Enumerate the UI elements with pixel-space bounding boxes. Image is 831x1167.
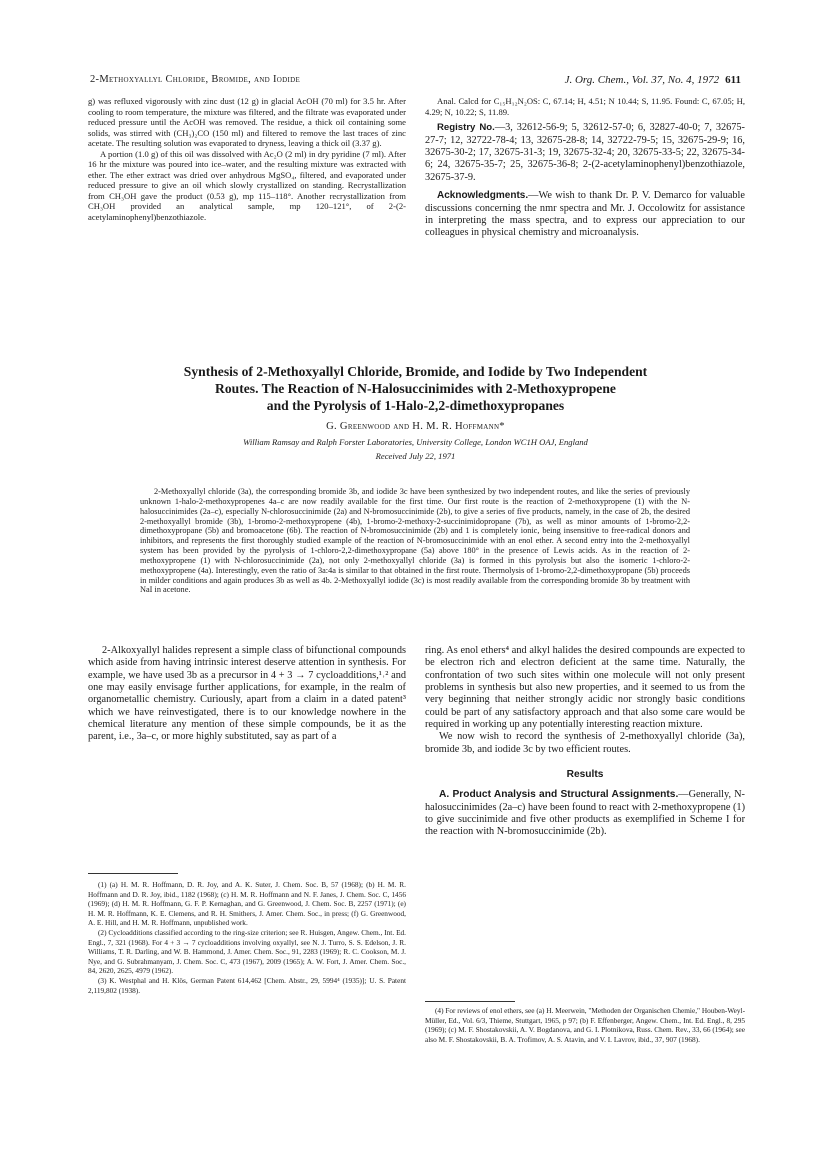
analysis-paragraph: Anal. Calcd for C₁₅H₁₂N₂OS: C, 67.14; H, 4.51; N 10.44; S, 11.95. Found: C, 67.05; H, 4.29; N, 10.22; S, 11.89. <box>425 96 745 117</box>
introduction-right-column <box>425 645 745 839</box>
section-a-text: —Generally, N-halosuccinimides (2a–c) have been found to react with 2-methoxypropene (1) to give succinimide and five other products as exemplified in Scheme I for the reaction with N-bromosuccinimide (2b). <box>425 789 745 838</box>
acknowledgments-text: —We wish to thank Dr. P. V. Demarco for valuable discussions concerning the nmr spectra and Mr. J. Occolowitz for assistance in interpreting the mass spectra, and to express our appreciation to our colleagues in physical chemistry and microanalysis. <box>425 190 745 239</box>
registry-paragraph <box>425 122 745 184</box>
footnotes-left <box>88 880 406 995</box>
article-title-line: Routes. The Reaction of N-Halosuccinimides with 2-Methoxypropene <box>215 381 616 397</box>
article-authors: G. Greenwood and H. M. R. Hoffmann* <box>326 420 505 432</box>
body-paragraph: We now wish to record the synthesis of 2-methoxyallyl chloride (3a), bromide 3b, and iodide 3c by two efficient routes. <box>425 731 745 755</box>
previous-article-end-matter <box>425 96 745 240</box>
introduction-left-column: 2-Alkoxyallyl halides represent a simple class of bifunctional compounds which aside from having intrinsic interest deserve attention in synthesis. For example, we have used 3b as a precursor in 4 + 3 → 7 cycloadditions,¹˒² and one may easily envisage further applications, for example, in the realm of organometallic chemistry. Curiously, apart from a claim in a dated patent³ which we have reinvestigated, there is to our knowledge nowhere in the chemical literature any mention of these simple compounds, be it as the parent, i.e., 3a–c, or more highly substituted, say as part of a <box>88 645 406 743</box>
section-a-paragraph <box>425 789 745 838</box>
page-number: 611 <box>725 74 741 86</box>
registry-text: —3, 32612-56-9; 5, 32612-57-0; 6, 32827-40-0; 7, 32675-27-7; 12, 32722-78-4; 13, 32675-28-8; 14, 32722-79-5; 15, 32675-29-9; 16, 32675-30-2; 17, 32675-31-3; 19, 32675-32-4; 20, 32675-33-5; 22, 32675-34-6; 24, 32675-35-7; 25, 32675-36-8; 2-(2-acetylaminophenyl)benzothiazole, 32675-37-9. <box>425 122 745 183</box>
article-header <box>88 363 743 461</box>
journal-citation: J. Org. Chem., Vol. 37, No. 4, 1972 <box>564 74 720 86</box>
footnote: (1) (a) H. M. R. Hoffmann, D. R. Joy, and A. K. Suter, J. Chem. Soc. B, 57 (1968); (b) H. M. R. Hoffmann and D. R. Joy, ibid., 1182 (1968); (c) H. M. R. Hoffmann and N. F. Janes, J. Chem. Soc. C, 1456 (1969); (d) H. M. R. Hoffmann, G. F. P. Kernaghan, and G. Greenwood, J. Chem. Soc. B, 2257 (1971); (e) H. M. R. Hoffmann, K. E. Clemens, and R. H. Smithers, J. Amer. Chem. Soc., in press; (f) G. Greenwood, A. E. Hill, and H. M. R. Hoffmann, unpublished work. <box>88 880 406 928</box>
abstract: 2-Methoxyallyl chloride (3a), the corresponding bromide 3b, and iodide 3c have been synthesized by two independent routes, and like the series of previously unknown 1-halo-2-methoxypropenes 4a–c are now readily available for the first time. Our first route is the reaction of 2-methoxypropene (1) with the N-halosuccinimides (2a–c), especially N-chlorosuccinimide (2a) and N-bromosuccinimide (2b), to give a series of five products, namely, in the case of 2b, the desired 2-methoxyallyl bromide (3b), 1-bromo-2-methoxypropene (4b), 1-bromo-2-methoxy-2-succinimidopropane (7b), as well as minor amounts of 1-bromo-2,2-dimethoxypropane (5b) and bromoacetone (6b). The reaction of N-bromosuccinimide (2b) and 1 is completely ionic, being insensitive to free-radical donors and inhibitors, and represents the first thoroughly studied example of the reaction of N-bromosuccinimide with an enol ether. A second entry into the 2-methoxyallyl system has been provided by the pyrolysis of 1-chloro-2,2-dimethoxypropane (5a) above 180° in the presence of Lewis acids. As in the reaction of 2-methoxypropene (1) with N-chlorosuccinimide (2a), not only 2-methoxyallyl chloride (3a) is formed in this pyrolysis but also the isomeric 1-chloro-2-methoxypropene (4a). Interestingly, even the ratio of 3a:4a is similar to that obtained in the first route. Thermolysis of 1-bromo-2,2-dimethoxypropane (5b) proceeds in milder conditions and again produces 3b as well as 4b. 2-Methoxyallyl iodide (3c) is most readily available from the corresponding bromide 3b by treatment with NaI in acetone. <box>140 487 690 595</box>
section-a-title: A. Product Analysis and Structural Assignments. <box>439 789 679 801</box>
previous-article-experimental <box>88 96 406 223</box>
body-paragraph: ring. As enol ethers⁴ and alkyl halides the desired compounds are expected to be electron rich and electron deficient at the same time. Naturally, the confrontation of two such sites within one molecule will not only present problems in synthesis but also new properties, and it seemed to us from the very beginning that neither strongly acidic nor strongly basic conditions could be part of any satisfactory approach and that also some care would be required in working up any potentially interesting reaction mixture. <box>425 645 745 731</box>
acknowledgments-title: Acknowledgments. <box>437 190 529 202</box>
footnote: (3) K. Westphal and H. Klös, German Patent 614,462 [Chem. Abstr., 29, 5994⁴ (1935)]; U. S. Patent 2,119,802 (1938). <box>88 975 406 995</box>
footnote: (4) For reviews of enol ethers, see (a) H. Meerwein, "Methoden der Organischen Chemie," Houben-Weyl-Müller, Ed., Vol. 6/3, Thieme, Stuttgart, 1965, p 97; (b) F. Effenberger, Angew. Chem., Int. Ed. Engl., 8, 295 (1969); (c) M. F. Shostakovskii, A. V. Bogdanova, and G. I. Plotnikova, Russ. Chem. Rev., 33, 66 (1964); see also M. F. Shostakovskii, B. A. Trofimov, A. S. Atavin, and V. I. Lavrov, ibid., 37, 907 (1968). <box>425 1006 745 1044</box>
article-title-line: and the Pyrolysis of 1-Halo-2,2-dimethoxypropanes <box>266 398 565 414</box>
experimental-paragraph: A portion (1.0 g) of this oil was dissolved with Ac₂O (2 ml) in dry pyridine (7 ml). After 16 hr the mixture was poured into ice–water, and the resulting mixture was extracted with ether. The ether extract was dried over anhydrous MgSO₄, filtered, and evaporated under reduced pressure to give an oil which slowly crystallized on standing. Recrystallization from CH₃OH gave the product (0.53 g), mp 115–118°. Another recrystallization from CH₃OH provided an analytical sample, mp 120–121°, of 2-(2-acetylaminophenyl)benzothiazole. <box>88 148 406 223</box>
article-title <box>88 363 743 415</box>
article-title-line: Synthesis of 2-Methoxyallyl Chloride, Bromide, and Iodide by Two Independent <box>183 364 648 379</box>
results-heading: Results <box>566 769 604 781</box>
footnote-divider <box>425 1001 515 1002</box>
registry-title: Registry No. <box>437 122 495 134</box>
received-date: Received July 22, 1971 <box>375 450 456 461</box>
article-affiliation: William Ramsay and Ralph Forster Laboratories, University College, London WC1H OAJ, England <box>243 436 588 447</box>
experimental-paragraph: g) was refluxed vigorously with zinc dust (12 g) in glacial AcOH (70 ml) for 3.5 hr. After cooling to room temperature, the mixture was filtered, and the filtrate was evaporated under reduced pressure until the AcOH was removed. The residue, a thick oil containing some solids, was stirred with (CH₃)₂CO (150 ml) and filtered to remove the last traces of zinc acetate. The resulting solution was evaporated to dryness, leaving a thick oil (3.37 g). <box>88 96 406 149</box>
acknowledgments-paragraph <box>425 190 745 240</box>
footnote-divider <box>88 873 178 874</box>
running-head-journal <box>565 74 741 86</box>
running-head <box>90 74 741 90</box>
footnote: (2) Cycloadditions classified according to the ring-size criterion; see R. Huisgen, Angew. Chem., Int. Ed. Engl., 7, 321 (1968). For 4 + 3 → 7 cycloadditions involving oxyallyl, see N. J. Turro, S. S. Edelson, J. R. Williams, T. R. Darling, and W. B. Hammond, J. Amer. Chem. Soc., 91, 2283 (1969); R. C. Cookson, M. J. Nye, and G. Subrahmanyam, J. Chem. Soc. C, 473 (1967), 2009 (1965); A. W. Fort, J. Amer. Chem. Soc., 84, 2620, 2625, 4979 (1962). <box>88 927 406 976</box>
running-head-title: 2-Methoxyallyl Chloride, Bromide, and Iodide <box>90 74 301 85</box>
